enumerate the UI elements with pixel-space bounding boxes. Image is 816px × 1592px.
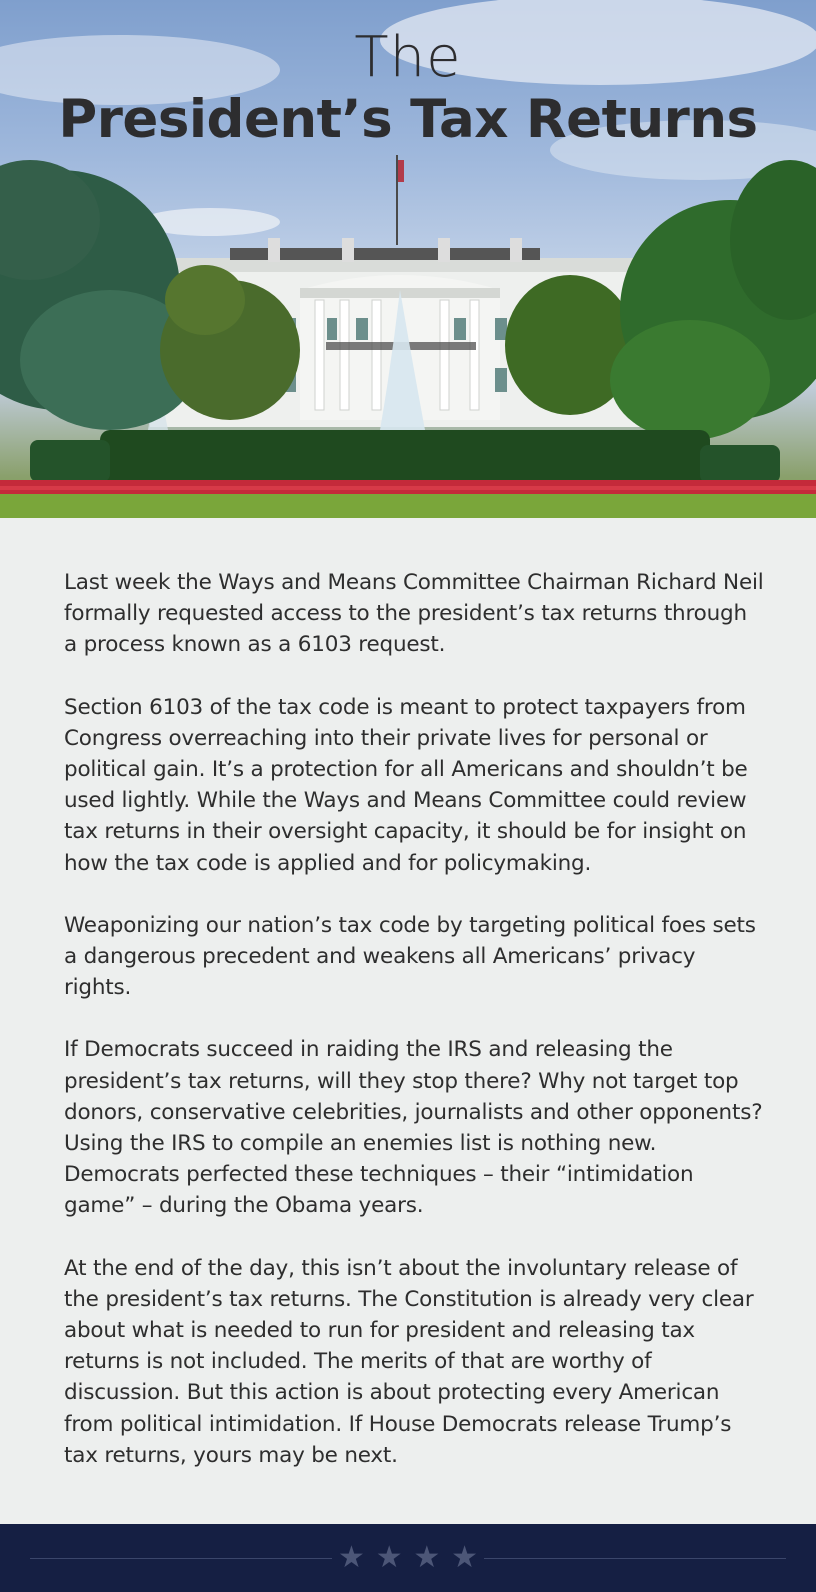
- footer-stars: [338, 1538, 478, 1578]
- article-body: [64, 567, 764, 1502]
- article-paragraph-2: Section 6103 of the tax code is meant to protect taxpayers from Congress overreaching into their private lives for personal or political gain. It’s a protection for all Americans and shouldn’t be used lightly. While the Ways and Means Committee could review tax returns in their oversight capacity, it should be for insight on how the tax code is applied and for policymaking.: [64, 694, 748, 876]
- footer-rule-left: [30, 1558, 332, 1559]
- star-icon: ★: [413, 1541, 441, 1574]
- hero-banner: [0, 0, 816, 518]
- footer-rule-right: [484, 1558, 786, 1559]
- article-paragraph-4: If Democrats succeed in raiding the IRS and releasing the president’s tax returns, will they stop there? Why not target top donors, conservative celebrities, journalists and other opponents? Using the IRS to compile an enemies list is nothing new. Democrats perfected these techniques – their “intimidation game” – during the Obama years.: [64, 1037, 763, 1219]
- star-icon: ★: [375, 1541, 403, 1574]
- page-title-line1: The: [354, 25, 462, 90]
- star-icon: ★: [451, 1541, 478, 1574]
- title-block: [0, 25, 816, 152]
- page-title-line2: President’s Tax Returns: [58, 89, 758, 150]
- article-paragraph-5: At the end of the day, this isn’t about the involuntary release of the president’s tax returns. The Constitution is already very clear about what is needed to run for president and releasing tax returns is not included. The merits of that are worthy of discussion. But this action is about protecting every American from political intimidation. If House Democrats release Trump’s tax returns, yours may be next.: [64, 1255, 754, 1468]
- star-icon: ★: [338, 1541, 365, 1574]
- article-paragraph-1: Last week the Ways and Means Committee Chairman Richard Neil formally requested access to the president’s tax returns through a process known as a 6103 request.: [64, 570, 764, 658]
- footer-bar: [0, 1524, 816, 1592]
- article-paragraph-3: Weaponizing our nation’s tax code by targeting political foes sets a dangerous precedent and weakens all Americans’ privacy rights.: [64, 912, 756, 1001]
